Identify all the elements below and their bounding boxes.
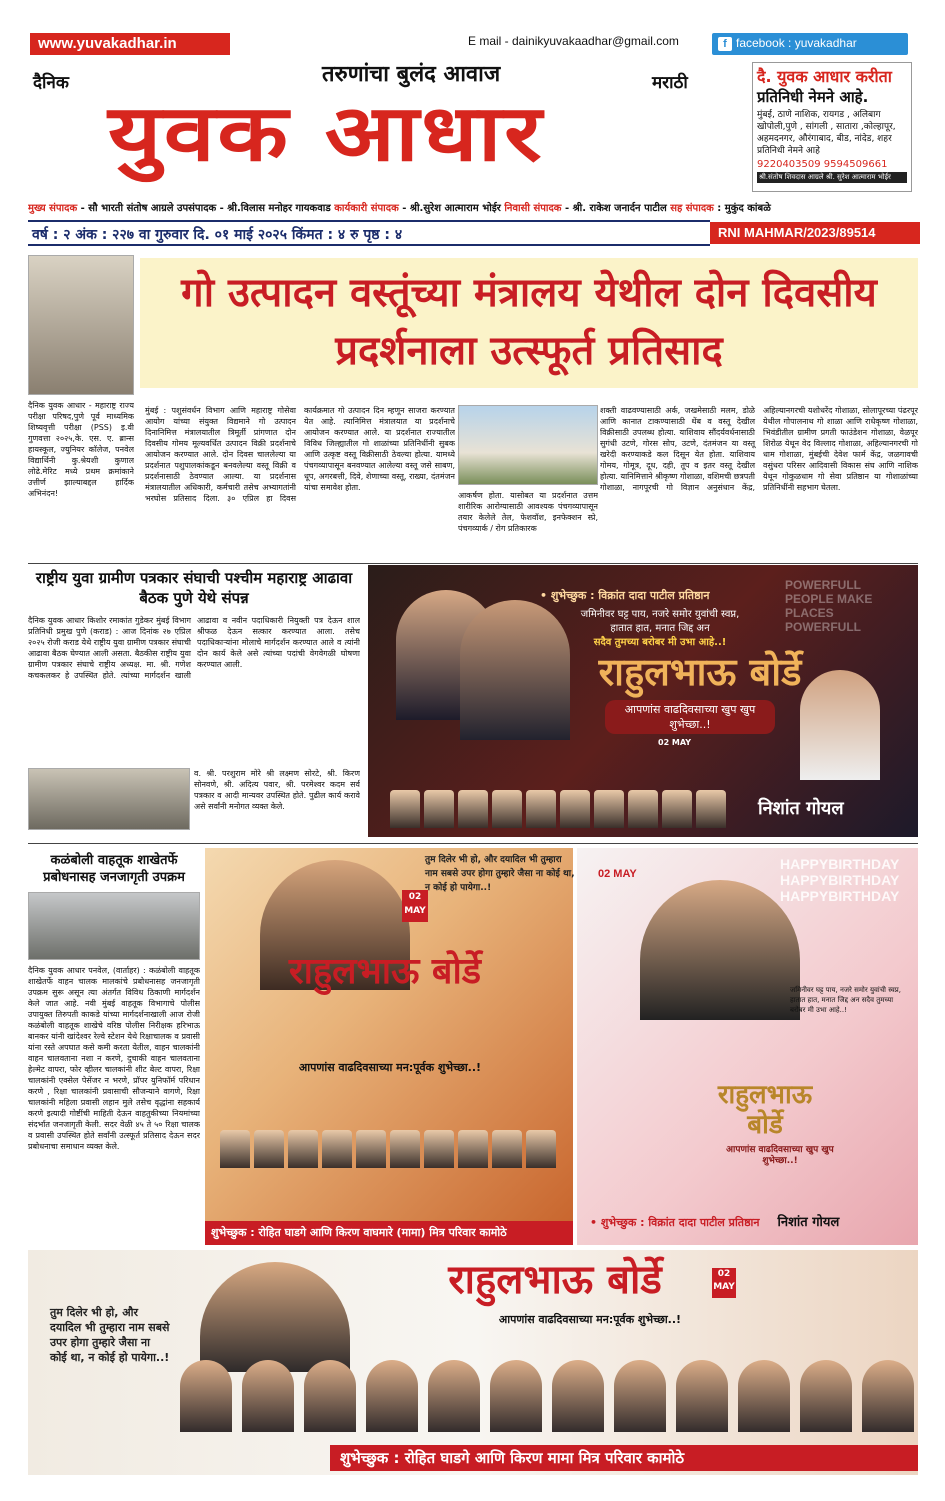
banner3-footer-greeting: • शुभेच्छुक : विक्रांत दादा पाटील प्रतिष्ठान: [590, 1216, 760, 1229]
exec-editor-name: - श्री.सुरेश आत्माराम भोईर: [398, 203, 501, 214]
representative-ad: [752, 62, 912, 192]
banner3-footer: [590, 1212, 910, 1230]
ad-title: दै. युवक आधार करीता: [757, 67, 892, 86]
exec-editor-label: कार्यकारी संपादक: [330, 203, 399, 214]
website-link[interactable]: www.yuvakadhar.in: [30, 33, 230, 55]
supporter-photo: [492, 1130, 522, 1168]
banner1-verse-line1: जमिनीवर घट्ट पाय, नजरे समोर युवांची स्वप्न,: [580, 609, 740, 620]
banner4-footer: शुभेच्छुक : रोहित घाडगे आणि किरण मामा मित्र परिवार कामोठे: [330, 1445, 918, 1471]
lead-story-right: शक्ती वाढवण्यासाठी अर्क, जखमेसाठी मलम, डोळे आणि कानात टाकण्यासाठी थेंब व वस्तू देखील विक्रीसाठी उपलब्ध होत्या. याशिवाय सौंदर्यवर्धनासाठी सुगंधी उटणे, गोरस सोप, उटणे, दंतमंजन या वस्तू खरेदी करण्याकडे कल दिसून येत होता. याशिवाय गोमय, गोमूत्र, दूध, दही, तूप व इतर वस्तू देखील होत्या. यानिमित्ताने श्रीकृष्ण गोशाळा, वशिमची छत्रपती गोशाळा, नागपूरची गो विज्ञान अनुसंधान केंद्र, अहिल्यानगरची यशोधरेंद गोशाळा, सोलापूरच्या पंढरपूर येथील गोपालनाथ गो शाळा आणि राधेकृष्ण गोशाळा, भिवंडीतील ग्रामीण प्रगती फाउंडेशन गोशाळा, वेळपूर शिरोळ येथून वेद विल्लाद गोशाळा, अहिल्यानगरची गो धाम गोशाळा, मुंबईची देवेश फार्म केंद्र, जळगावची वसुंधरा परिसर आदिवासी विकास संघ आणि नाशिक येथून गोकुळधाम गो सेवा प्रतिष्ठान या गोशाळांच्या प्रतिनिधींनी सहभाग घेतला.: [600, 406, 918, 492]
supporter-photo: [458, 790, 488, 828]
deputy-editor: उपसंपादक - श्री.विलास मनोहर गायकवाड: [173, 203, 331, 214]
chief-editor-name: - सौ भारती संतोष आग्रले: [77, 203, 174, 214]
supporter-photo: [614, 1360, 666, 1432]
supporter-photo: [288, 1130, 318, 1168]
facebook-label: facebook : yuvakadhar: [736, 36, 857, 50]
story2-headline: राष्ट्रीय युवा ग्रामीण पत्रकार संघाची पश्चीम महाराष्ट्र आढावा बैठक पुणे येथे संपन्न: [35, 569, 353, 607]
supporter-photo: [560, 790, 590, 828]
supporter-photo: [220, 1130, 250, 1168]
supporter-photo: [526, 1130, 556, 1168]
facebook-icon: f: [718, 37, 732, 51]
banner3-verse: जमिनीवर घट्ट पाय, नजरे समोर युवांची स्वप्न, हातात हात, मनात जिद्द अन सदैव तुमच्या बरोबर मी उभा आहे..!: [790, 986, 902, 1014]
supporter-photo: [424, 1130, 454, 1168]
issue-info: वर्ष : २ अंक : २२७ वा गुरुवार दि. ०१ माई २०२५ किंमत : ४ रु पृष्ठ : ४: [28, 220, 710, 246]
banner2-date-num: 02: [408, 892, 422, 902]
banner2-date-month: MAY: [404, 906, 426, 916]
supporter-photo: [492, 790, 522, 828]
editors-line: [28, 200, 918, 214]
banner4-name: राहुलभाऊ बोर्डे: [448, 1257, 662, 1303]
supporter-photo: [696, 790, 726, 828]
rni-number: RNI MAHMAR/2023/89514: [710, 222, 920, 244]
banner1-power-text: POWERFULL PEOPLE MAKE PLACES POWERFULL: [785, 578, 873, 634]
banner1-date: 02 MAY: [658, 738, 692, 747]
story2-body: दैनिक युवक आधार किशोर रमाकांत गुडेकर मुंबई विभाग प्रतिनिधी प्रमुख पुणे (कराड) : आज दिनांक २७ एप्रिल २०२५ रोजी कराड येथे राष्ट्रीय युवा ग्रामीण पत्रकार संघाची आढावा बैठक घेण्यात आली असता. बैठकीस राष्ट्रीय युवा ग्रामीण पत्रकार संघाचे राष्ट्रीय अध्यक्ष. मा. श्री. गणेश कचकलकर हे उपस्थित होते. त्यांच्या मार्गदर्शन खाली आढावा व नवीन पदाधिकारी नियुक्ती पत्र देऊन शाल श्रीफळ देऊन सत्कार करण्यात आला. तसेच पदाधिकाऱ्यांना मोलाचे मार्गदर्शन करण्यात आले व त्यांनी दोन कार्य केले असे त्यांच्या पदांची वेगवेगळी घोषणा करण्यात आली.: [28, 616, 360, 680]
tagline: तरुणांचा बुलंद आवाज: [322, 62, 501, 87]
supporter-photo: [862, 1360, 914, 1432]
meeting-photo: [28, 768, 190, 830]
banner4-date-badge: [712, 1268, 736, 1298]
ad-phones: 9220403509 9594509661: [757, 159, 888, 170]
supporter-photo: [738, 1360, 790, 1432]
traffic-photo: [28, 892, 200, 960]
email-address[interactable]: E mail - dainikyuvakaadhar@gmail.com: [468, 34, 679, 48]
banner2-supporters: [220, 1130, 556, 1168]
banner4-quote: तुम दिलेर भी हो, और दयादिल भी तुम्हारा नाम सबसे उपर होगा तुम्हारे जैसा ना कोई था, न कोई हो पायेगा..!: [50, 1306, 170, 1364]
newspaper-logo: युवक आधार: [108, 89, 544, 179]
supporter-photo: [366, 1360, 418, 1432]
story3-headline: कळंबोली वाहतूक शाखेतर्फे प्रबोधनासह जनजागृती उपक्रम: [43, 853, 185, 885]
supporter-photo: [458, 1130, 488, 1168]
banner2-name: राहुलभाऊ बोर्डे: [288, 951, 482, 992]
ad-footer: श्री.संतोष शिवदास आग्रले श्री. सुरेश आत्माराम भोईर: [757, 172, 907, 183]
lead-headline: गो उत्पादन वस्तूंच्या मंत्रालय येथील दोन दिवसीय प्रदर्शनाला उत्स्फूर्त प्रतिसाद: [140, 258, 918, 388]
supporter-photo: [676, 1360, 728, 1432]
facebook-link[interactable]: [712, 33, 908, 55]
resident-editor-name: - श्री. राकेश जनार्दन पाटील: [561, 203, 667, 214]
supporter-photo: [428, 1360, 480, 1432]
banner1-wish: आपणांस वाढदिवसाच्या खुप खुप शुभेच्छा..!: [605, 700, 775, 734]
banner4-supporters: [180, 1360, 914, 1432]
banner1-verse: [520, 608, 800, 650]
ad-body: मुंबई, ठाणे नाशिक, रायगड , अलिबाग खोपोली,पुणे , सांगली , सातारा ,कोल्हापूर, अहमदनगर, औरंगाबाद, बीड, नांदेड, शहर प्रतिनिधी नेमने आहे: [757, 110, 896, 156]
supporter-photo: [390, 1130, 420, 1168]
supporter-photo: [254, 1130, 284, 1168]
dainik-label: दैनिक: [33, 73, 69, 93]
supporter-photo: [628, 790, 658, 828]
banner4-date-num: 02: [717, 1269, 731, 1279]
divider: [28, 843, 918, 844]
mantralaya-photo: [458, 405, 598, 485]
co-editor-name: : मुकुंद कांबळे: [713, 203, 771, 214]
lead-story-continued: आकर्षण होता. यासोबत या प्रदर्शनात उत्तम शारीरिक आरोग्यासाठी आवश्यक पंचगव्यापासून तयार केलेले तेल, फेशवॉश, इनफेक्शन स्प्रे, पंचगव्यार्क / रोग प्रतिकारक: [458, 491, 598, 533]
banner3-happy-birthday: HAPPYBIRTHDAY HAPPYBIRTHDAY HAPPYBIRTHDAY: [780, 856, 900, 904]
banner1-supporters: [390, 790, 726, 828]
supporter-photo: [424, 790, 454, 828]
supporter-photo: [322, 1130, 352, 1168]
supporter-photo: [800, 1360, 852, 1432]
banner4-wish: आपणांस वाढदिवसाच्या मन:पूर्वक शुभेच्छा..!: [498, 1313, 682, 1326]
banner2-quote: तुम दिलेर भी हो, और दयादिल भी तुम्हारा नाम सबसे उपर होगा तुम्हारे जैसा ना कोई था, न कोई हो पायेगा..!: [425, 855, 575, 893]
banner3-name: राहुलभाऊ बोर्डे: [717, 1080, 813, 1140]
ad-subtitle: प्रतिनिधी नेमने आहे.: [757, 88, 869, 106]
banner1-verse-line3: सदैव तुमच्या बरोबर मी उभा आहे..!: [593, 637, 727, 648]
banner1-greeting: • शुभेच्छुक : विक्रांत दादा पाटील प्रतिष्ठान: [540, 589, 710, 602]
resident-editor-label: निवासी संपादक: [500, 203, 562, 214]
supporter-photo: [304, 1360, 356, 1432]
banner3-nishant: निशांत गोयल: [777, 1215, 840, 1230]
banner4-date-month: MAY: [713, 1282, 735, 1292]
banner2-footer: शुभेच्छुक : रोहित घाडगे आणि किरण वाघमारे (मामा) मित्र परिवार कामोठे: [205, 1221, 573, 1245]
supporter-photo: [526, 790, 556, 828]
student-story: दैनिक युवक आधार - महाराष्ट्र राज्य परीक्षा परिषद,पुणे पूर्व माध्यमिक शिष्यवृत्ती परीक्षा (PSS) इ.वी गुणवत्ता २०२५,के. एस. ए. ब्रान्स हायस्कूल, ज्युनियर कॉलेज, पनवेल विद्यार्थिनी कु.श्रेयशी कुणाल लोढे.मेरिट मध्ये प्रथम क्रमांकाने उत्तीर्ण झाल्याबद्दल हार्दिक अभिनंदन!: [28, 401, 134, 498]
banner2-wish: आपणांस वाढदिवसाच्या मन:पूर्वक शुभेच्छा..!: [298, 1061, 482, 1074]
supporter-photo: [180, 1360, 232, 1432]
banner1-verse-line2: हातात हात, मनात जिद्द अन: [610, 623, 710, 634]
student-photo: [28, 255, 134, 395]
supporter-photo: [490, 1360, 542, 1432]
banner3-wish: आपणांस वाढदिवसाच्या खुप खुप शुभेच्छा..!: [726, 1145, 834, 1166]
story3-body: दैनिक युवक आधार पनवेल, (वार्ताहर) : कळंबोली वाहतूक शाखेतर्फे वाहन चालक मालकांचे प्रबोधनासह जनजागृती उपक्रम सुरू असून त्या अंतर्गत विविध ठिकाणी मार्गदर्शन केले जात आहे. नवी मुंबई वाहतूक विभागाचे पोलीस उपायुक्त तिरुपती काकडे यांच्या मार्गदर्शनाखाली आज रोजी कळंबोली वाहतूक शाखेचे वरिष्ठ पोलीस निरीक्षक हरिभाऊ बानकर यांनी खांदेश्वर रेल्वे स्टेशन येथे रिक्षाचालक व प्रवासी यांना रस्ते अपघात कसे कमी करता येतील, वाहन चालकांनी वाहन चालवताना नशा न करणे, दुचाकी वाहन चालवताना हेल्मेट वापरा, फोर व्हीलर चालकांनी शीट बेल्ट वापरा, रिक्षा चालकांनी एक्सेल पेसेंजर न भरणे, प्रॉपर युनिफॉर्म परिधान करणे , रिक्षा चालकांनी प्रवासाची सौजन्याने वागणे, रिक्षा चालकांनी महिला प्रवासी लहान मुले तसेच वृद्धांना सहकार्य करणे इत्यादी गोष्टींची माहिती देऊन वाहतुकीच्या नियमांच्या संदर्भात जनजागृती केली. सदर वेळी ४५ ते ५० रिक्षा चालक व प्रवासी उपस्थित होते सर्वांनी उत्स्फूर्त प्रतिसाद देऊन सदर प्रबोधनाचा समाधान व्यक्त केले.: [28, 966, 200, 1151]
lead-story-body: मुंबई : पशुसंवर्धन विभाग आणि महाराष्ट्र गोसेवा आयोग यांच्या संयुक्त विद्यमाने गो उत्पादन दिनानिमित्त मंत्रालयातील त्रिमूर्ती प्रांगणात दोन दिवसीय गोमय मूल्यवर्धित उत्पादन विक्री प्रदर्शनाचे आयोजन करण्यात आले. दोन दिवस चाललेल्या या प्रदर्शनात पशुपालकांकडून बनवलेल्या वस्तू विक्री व प्रदर्शनासाठी ठेवण्यात आल्या. या प्रदर्शनास मंत्रालयातील अधिकारी, कर्मचारी तसेच अभ्यागतांनी भरघोस प्रतिसाद दिला. ३० एप्रिल हा दिवस कार्यक्रमात गो उत्पादन दिन म्हणून साजरा करण्यात येत आहे. त्यानिमित्त मंत्रालयात या प्रदर्शनाचे आयोजन करण्यात आले. या प्रदर्शनात राज्यातील विविध जिल्ह्यातील गो शाळांच्या प्रतिनिधींनी सुबक आणि उत्कृष्ट वस्तू विक्रीसाठी ठेवल्या होत्या. यामध्ये पंचगव्यापासून बनवण्यात आलेल्या वस्तू जसे साबण, धूप, अगरबत्ती, दिवे, शेणाच्या वस्तू, राख्या, दंतमंजन यांचा समावेश होता.: [145, 406, 455, 503]
supporter-photo: [390, 790, 420, 828]
supporter-photo: [594, 790, 624, 828]
divider: [28, 563, 918, 564]
banner3-date: 02 MAY: [598, 868, 637, 880]
story2-body-continued: व. श्री. परशुराम मोरे श्री लक्ष्मण सोरटे, श्री. किरण सोनवणे, श्री. अदित्य पवार, श्री. परमेश्वर कदम सर्व पत्रकार व आदी मान्यवर उपस्थित होते. पुढील कार्य करावे असे सर्वांनी मनोगत व्यक्त केले.: [194, 769, 360, 811]
co-editor-label: सह संपादक: [666, 203, 714, 214]
marathi-label: मराठी: [652, 73, 688, 93]
supporter-photo: [356, 1130, 386, 1168]
chief-editor-label: मुख्य संपादक: [28, 203, 78, 214]
banner1-name: राहुलभाऊ बोर्डे: [598, 650, 802, 694]
supporter-photo: [552, 1360, 604, 1432]
banner1-nishant: निशांत गोयल: [758, 798, 844, 819]
supporter-photo: [662, 790, 692, 828]
supporter-photo: [242, 1360, 294, 1432]
